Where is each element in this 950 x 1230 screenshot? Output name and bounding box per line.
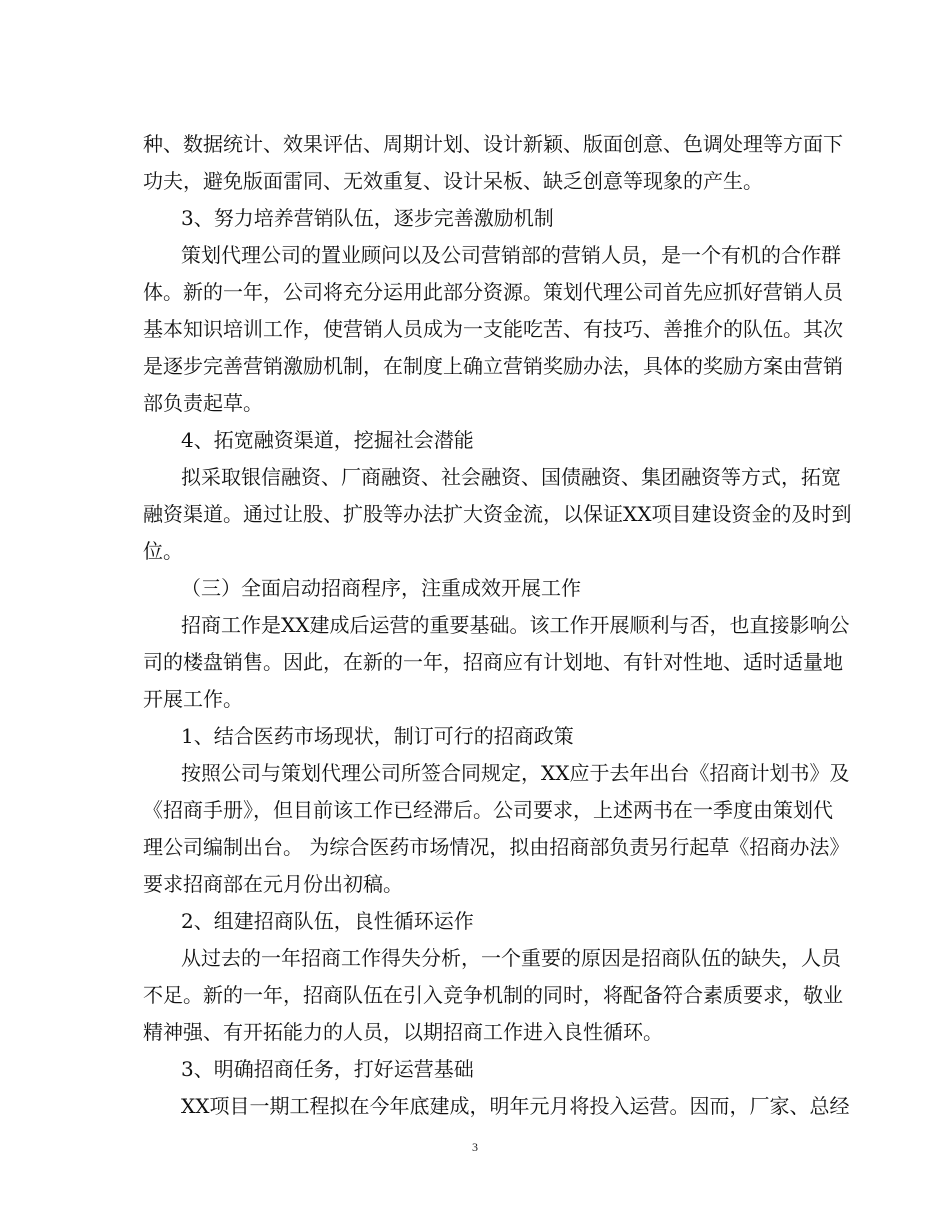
text-line: 体。新的一年，公司将充分运用此部分资源。策划代理公司首先应抓好营销人员 [143,280,843,304]
section-heading: 4、拓宽融资渠道，挖掘社会潜能 [181,428,474,452]
text-line: 种、数据统计、效果评估、周期计划、设计新颖、版面创意、色调处理等方面下 [143,132,843,156]
paragraph-start: 按照公司与策划代理公司所签合同规定，XX应于去年出台《招商计划书》及 [181,761,850,785]
text-line: 融资渠道。通过让股、扩股等办法扩大资金流，以保证XX项目建设资金的及时到 [143,502,852,526]
text-line: 位。 [143,539,183,563]
paragraph-start: 策划代理公司的置业顾问以及公司营销部的营销人员，是一个有机的合作群 [181,243,841,267]
section-heading: 2、组建招商队伍，良性循环运作 [181,909,474,933]
section-heading: 1、结合医药市场现状，制订可行的招商政策 [181,724,574,748]
text-line: 是逐步完善营销激励机制，在制度上确立营销奖励办法，具体的奖励方案由营销 [143,354,843,378]
text-line: 理公司编制出台。 为综合医药市场情况，拟由招商部负责另行起草《招商办法》 [143,835,850,859]
paragraph-start: 从过去的一年招商工作得失分析，一个重要的原因是招商队伍的缺失，人员 [181,946,841,970]
text-line: 功夫，避免版面雷同、无效重复、设计呆板、缺乏创意等现象的产生。 [143,169,763,193]
text-line: 部负责起草。 [143,391,263,415]
paragraph-start: 拟采取银信融资、厂商融资、社会融资、国债融资、集团融资等方式，拓宽 [181,465,841,489]
paragraph-start: XX项目一期工程拟在今年底建成，明年元月将投入运营。因而，厂家、总经 [181,1094,850,1118]
page-number: 3 [472,1140,478,1154]
text-line: 司的楼盘销售。因此，在新的一年，招商应有计划地、有针对性地、适时适量地 [143,650,843,674]
section-heading: （三）全面启动招商程序，注重成效开展工作 [181,576,581,600]
paragraph-start: 招商工作是XX建成后运营的重要基础。该工作开展顺利与否，也直接影响公 [181,613,850,637]
text-line: 精神强、有开拓能力的人员，以期招商工作进入良性循环。 [143,1020,663,1044]
section-heading: 3、明确招商任务，打好运营基础 [181,1057,474,1081]
text-line: 不足。新的一年，招商队伍在引入竞争机制的同时，将配备符合素质要求，敬业 [143,983,843,1007]
text-line: 要求招商部在元月份出初稿。 [143,872,403,896]
text-line: 《招商手册》，但目前该工作已经滞后。公司要求，上述两书在一季度由策划代 [143,798,833,822]
text-line: 基本知识培训工作，使营销人员成为一支能吃苦、有技巧、善推介的队伍。其次 [143,317,843,341]
section-heading: 3、努力培养营销队伍，逐步完善激励机制 [181,206,554,230]
document-body [143,126,852,1125]
text-line: 开展工作。 [143,687,243,711]
